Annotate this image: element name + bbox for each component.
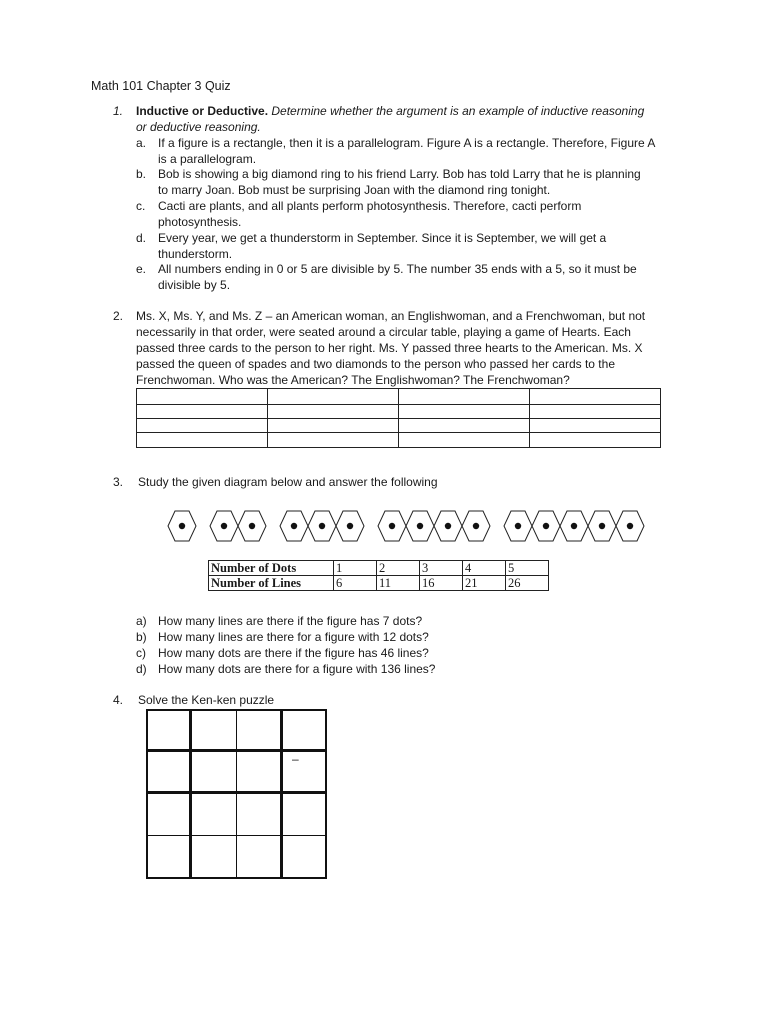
- q1-heading-bold: Inductive or Deductive.: [136, 104, 269, 118]
- dot: [571, 523, 577, 529]
- table-cell: 26: [506, 576, 549, 591]
- q2-text-line: necessarily in that order, were seated around a circular table, playing a game of Hearts. Each: [136, 325, 631, 339]
- item-letter: b): [136, 630, 147, 644]
- kenken-cell[interactable]: [236, 750, 282, 793]
- table-cell: 6: [334, 576, 377, 591]
- grid-cell[interactable]: [268, 405, 399, 419]
- q4-number: 4.: [113, 693, 124, 707]
- kenken-cell[interactable]: [191, 792, 237, 836]
- grid-cell[interactable]: [530, 433, 661, 448]
- kenken-cell[interactable]: [191, 709, 237, 751]
- dot: [221, 523, 227, 529]
- q1-heading-cont: or deductive reasoning.: [136, 120, 261, 134]
- item-text: thunderstorm.: [158, 247, 233, 261]
- q2-number: 2.: [113, 309, 124, 323]
- item-letter: a): [136, 614, 147, 628]
- kenken-cell[interactable]: [281, 709, 327, 751]
- dot: [515, 523, 521, 529]
- q3-number: 3.: [113, 475, 124, 489]
- dot: [179, 523, 185, 529]
- q3-prompt: Study the given diagram below and answer the following: [138, 475, 438, 489]
- q1-heading-italic: Determine whether the argument is an example of inductive reasoning: [271, 104, 645, 118]
- table-cell: 16: [420, 576, 463, 591]
- grid-cell[interactable]: [137, 419, 268, 433]
- q2-answer-grid: [136, 388, 661, 448]
- hexagon-group-3: [280, 511, 364, 541]
- dot: [417, 523, 423, 529]
- q2-text-line: passed three cards to the person to her right. Ms. Y passed three hearts to the American. Ms. X: [136, 341, 643, 355]
- kenken-cell[interactable]: [191, 750, 237, 793]
- grid-cell[interactable]: [399, 419, 530, 433]
- grid-cell[interactable]: [530, 389, 661, 405]
- kenken-cell[interactable]: [236, 835, 282, 879]
- kenken-cell[interactable]: [146, 835, 192, 879]
- dot: [319, 523, 325, 529]
- grid-cell[interactable]: [399, 433, 530, 448]
- kenken-cell[interactable]: [236, 792, 282, 836]
- item-text: divisible by 5.: [158, 278, 231, 292]
- grid-cell[interactable]: [399, 389, 530, 405]
- item-text: If a figure is a rectangle, then it is a parallelogram. Figure A is a rectangle. Therefore, Figure A: [158, 136, 656, 150]
- dot: [473, 523, 479, 529]
- kenken-cell[interactable]: [236, 709, 282, 751]
- hexagon-group-5: [504, 511, 644, 541]
- dot: [291, 523, 297, 529]
- table-cell: 5: [506, 561, 549, 576]
- item-text: How many lines are there for a figure with 12 dots?: [158, 630, 429, 644]
- grid-cell[interactable]: [530, 405, 661, 419]
- grid-cell[interactable]: [137, 389, 268, 405]
- grid-cell[interactable]: [268, 389, 399, 405]
- grid-cell[interactable]: [137, 405, 268, 419]
- kenken-cell[interactable]: [146, 709, 192, 751]
- kenken-cell[interactable]: [191, 835, 237, 879]
- table-header: Number of Lines: [209, 576, 334, 591]
- item-letter: b.: [136, 167, 147, 181]
- item-text: How many lines are there if the figure has 7 dots?: [158, 614, 423, 628]
- q2-text-line: passed the queen of spades and two diamonds to the person who passed her cards to the: [136, 357, 615, 371]
- kenken-cell[interactable]: [281, 750, 327, 793]
- table-cell: 3: [420, 561, 463, 576]
- kenken-cell[interactable]: [146, 750, 192, 793]
- item-text: How many dots are there if the figure has 46 lines?: [158, 646, 429, 660]
- q1-number: 1.: [113, 104, 124, 118]
- item-letter: c): [136, 646, 146, 660]
- quiz-title: Math 101 Chapter 3 Quiz: [91, 79, 231, 93]
- hexagon-group-1: [168, 511, 196, 541]
- q1-heading: [136, 103, 644, 119]
- q2-text-line: Ms. X, Ms. Y, and Ms. Z – an American woman, an Englishwoman, and a Frenchwoman, but not: [136, 309, 646, 323]
- item-text: Bob is showing a big diamond ring to his friend Larry. Bob has told Larry that he is planning: [158, 167, 641, 181]
- dot: [599, 523, 605, 529]
- item-letter: d): [136, 662, 147, 676]
- table-cell: 21: [463, 576, 506, 591]
- q4-prompt: Solve the Ken-ken puzzle: [138, 693, 275, 707]
- table-cell: 4: [463, 561, 506, 576]
- dots-lines-table: [208, 560, 549, 591]
- dot: [445, 523, 451, 529]
- grid-cell[interactable]: [530, 419, 661, 433]
- hexagon-dots-diagram: [160, 506, 670, 546]
- item-letter: c.: [136, 199, 146, 213]
- kenken-cage-label: –: [292, 752, 299, 766]
- item-text: Cacti are plants, and all plants perform photosynthesis. Therefore, cacti perform: [158, 199, 582, 213]
- item-text: Every year, we get a thunderstorm in September. Since it is September, we will get a: [158, 231, 607, 245]
- kenken-cell[interactable]: [281, 835, 327, 879]
- grid-cell[interactable]: [399, 405, 530, 419]
- grid-cell[interactable]: [268, 419, 399, 433]
- kenken-cage-border: [189, 709, 192, 879]
- item-letter: d.: [136, 231, 147, 245]
- dot: [543, 523, 549, 529]
- grid-cell[interactable]: [137, 433, 268, 448]
- table-cell: 1: [334, 561, 377, 576]
- item-letter: a.: [136, 136, 147, 150]
- kenken-cell[interactable]: [146, 792, 192, 836]
- q2-text-line: Frenchwoman. Who was the American? The Englishwoman? The Frenchwoman?: [136, 373, 570, 387]
- kenken-cage-border: [280, 709, 283, 879]
- grid-cell[interactable]: [268, 433, 399, 448]
- kenken-grid: [146, 709, 327, 879]
- item-text: How many dots are there for a figure with 136 lines?: [158, 662, 436, 676]
- table-cell: 11: [377, 576, 420, 591]
- item-text: All numbers ending in 0 or 5 are divisible by 5. The number 35 ends with a 5, so it must be: [158, 262, 637, 276]
- table-cell: 2: [377, 561, 420, 576]
- item-text: is a parallelogram.: [158, 152, 257, 166]
- kenken-cell[interactable]: [281, 792, 327, 836]
- dot: [627, 523, 633, 529]
- kenken-cage-border: [146, 749, 327, 752]
- dot: [389, 523, 395, 529]
- kenken-cage-border: [146, 791, 327, 794]
- dot: [249, 523, 255, 529]
- dot: [347, 523, 353, 529]
- item-text: photosynthesis.: [158, 215, 242, 229]
- item-text: to marry Joan. Bob must be surprising Joan with the diamond ring tonight.: [158, 183, 551, 197]
- hexagon-group-2: [210, 511, 266, 541]
- hexagon-group-4: [378, 511, 490, 541]
- table-header: Number of Dots: [209, 561, 334, 576]
- item-letter: e.: [136, 262, 147, 276]
